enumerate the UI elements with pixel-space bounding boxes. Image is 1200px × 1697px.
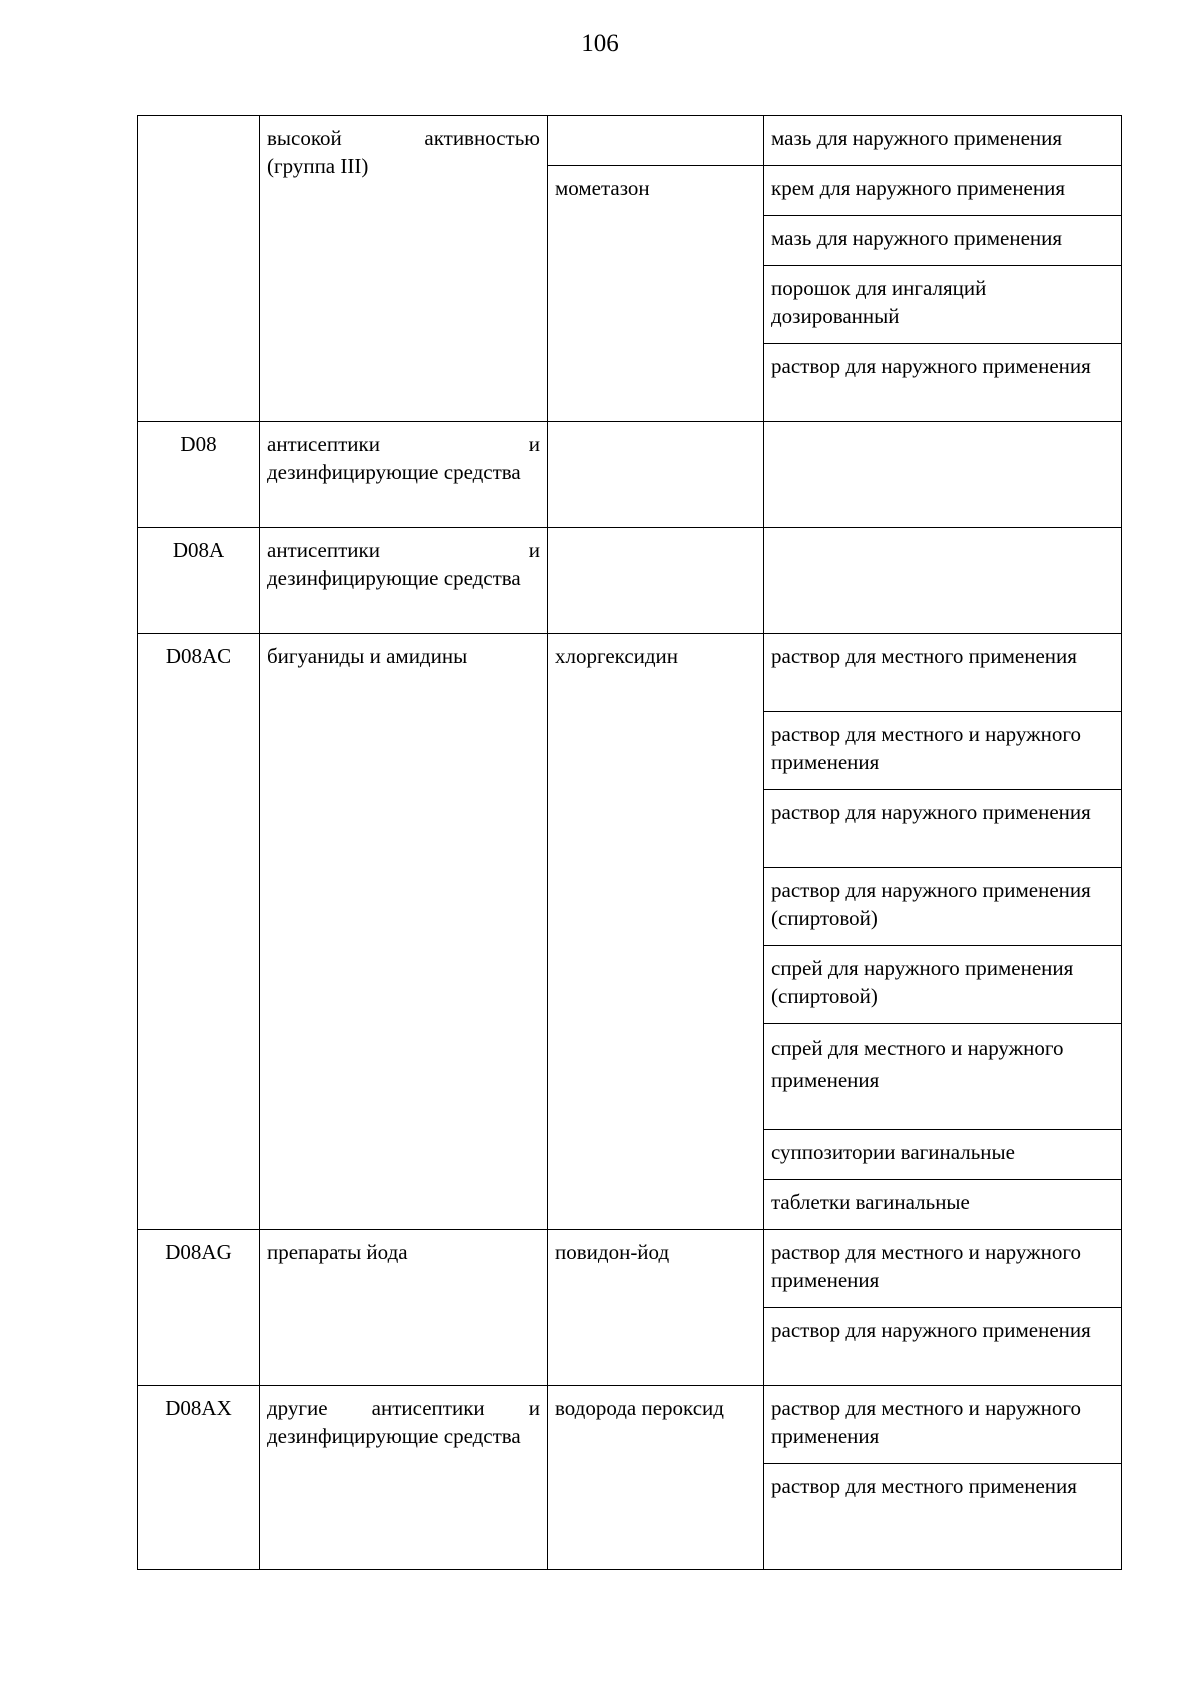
- dosage-form-cell: раствор для наружного применения (спиртовой): [764, 868, 1122, 946]
- atc-code-cell: D08: [138, 422, 260, 528]
- dosage-form-cell: раствор для местного применения: [764, 634, 1122, 712]
- page-number: 106: [581, 30, 619, 57]
- atc-code-cell: D08AG: [138, 1230, 260, 1386]
- group-text-line: высокой активностью: [267, 126, 540, 150]
- dosage-form-cell: раствор для наружного применения: [764, 344, 1122, 422]
- group-text-line: антисептики и: [267, 538, 540, 562]
- group-cell: [260, 116, 548, 422]
- substance-cell: повидон-йод: [548, 1230, 764, 1386]
- dosage-form-cell: спрей для местного и наружного применения: [764, 1024, 1122, 1130]
- dosage-form-cell: раствор для местного применения: [764, 1464, 1122, 1570]
- dosage-form-cell: раствор для местного и наружного применения: [764, 712, 1122, 790]
- group-text-line: антисептики и: [267, 432, 540, 456]
- group-text: (группа III): [267, 154, 369, 178]
- substance-cell: [548, 528, 764, 634]
- dosage-form-cell: мазь для наружного применения: [764, 116, 1122, 166]
- group-text: дезинфицирующие средства: [267, 1424, 521, 1448]
- table-row: [138, 634, 1122, 712]
- dosage-form-cell: [764, 422, 1122, 528]
- group-text-line: другие антисептики и: [267, 1396, 540, 1420]
- table-row: [138, 528, 1122, 634]
- group-text: дезинфицирующие средства: [267, 460, 521, 484]
- dosage-form-cell: раствор для наружного применения: [764, 790, 1122, 868]
- dosage-form-cell: раствор для наружного применения: [764, 1308, 1122, 1386]
- atc-code-cell: D08AC: [138, 634, 260, 1230]
- table-row: [138, 1230, 1122, 1308]
- group-cell: [260, 422, 548, 528]
- dosage-form-cell: крем для наружного применения: [764, 166, 1122, 216]
- group-cell: [260, 1386, 548, 1570]
- table-row: [138, 1386, 1122, 1464]
- drug-table: [137, 115, 1122, 1570]
- dosage-form-cell: суппозитории вагинальные: [764, 1130, 1122, 1180]
- substance-cell: мометазон: [548, 166, 764, 422]
- atc-code-cell: D08A: [138, 528, 260, 634]
- dosage-form-cell: раствор для местного и наружного применения: [764, 1386, 1122, 1464]
- table-row: [138, 422, 1122, 528]
- dosage-form-cell: спрей для наружного применения (спиртовой): [764, 946, 1122, 1024]
- group-cell: бигуаниды и амидины: [260, 634, 548, 1230]
- atc-code-cell: D08AX: [138, 1386, 260, 1570]
- dosage-form-cell: порошок для ингаляций дозированный: [764, 266, 1122, 344]
- atc-code-cell: [138, 116, 260, 422]
- table-row: [138, 116, 1122, 166]
- dosage-form-cell: мазь для наружного применения: [764, 216, 1122, 266]
- group-cell: препараты йода: [260, 1230, 548, 1386]
- dosage-form-cell: таблетки вагинальные: [764, 1180, 1122, 1230]
- group-text: дезинфицирующие средства: [267, 566, 521, 590]
- substance-cell: [548, 116, 764, 166]
- dosage-form-cell: [764, 528, 1122, 634]
- dosage-form-cell: раствор для местного и наружного применения: [764, 1230, 1122, 1308]
- group-cell: [260, 528, 548, 634]
- substance-cell: водорода пероксид: [548, 1386, 764, 1570]
- substance-cell: хлоргексидин: [548, 634, 764, 1230]
- substance-cell: [548, 422, 764, 528]
